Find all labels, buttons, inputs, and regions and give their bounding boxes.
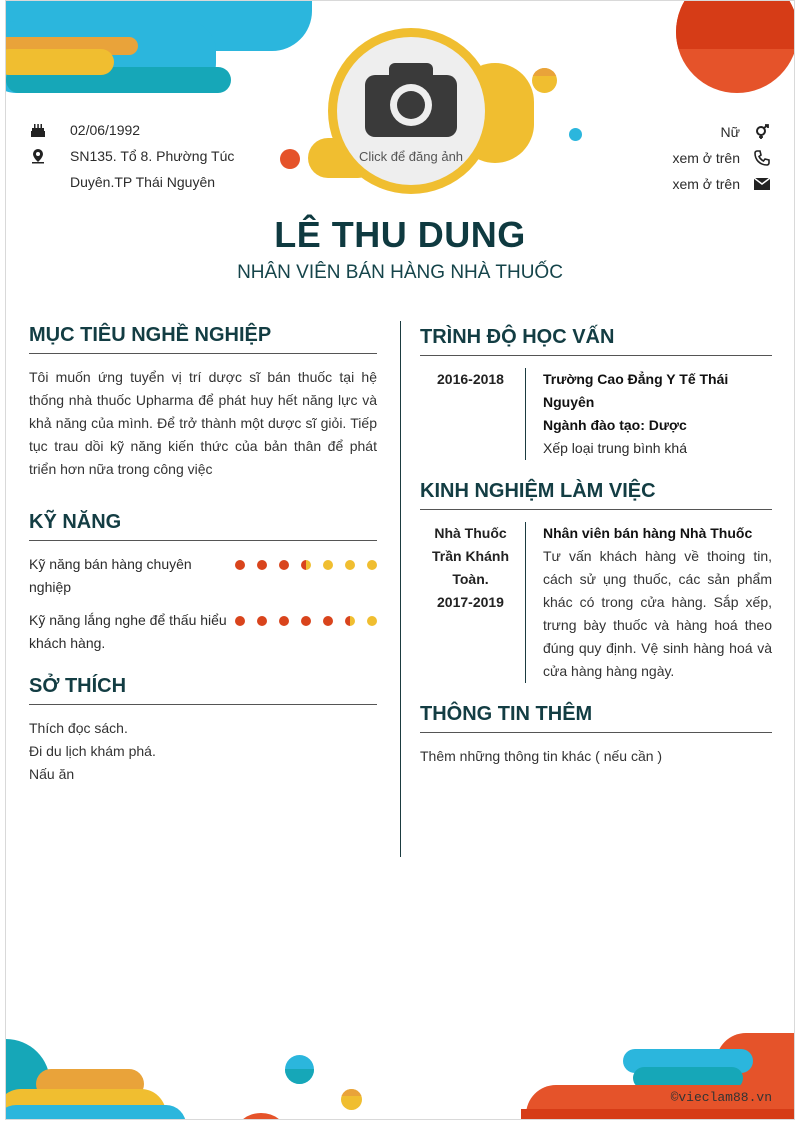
- skill-dot: [367, 616, 377, 626]
- address-line-1: SN135. Tổ 8. Phường Túc: [70, 148, 235, 164]
- birthday-row: [30, 119, 270, 141]
- phone-row: [550, 145, 770, 171]
- experience-entry: [420, 522, 772, 683]
- education-entry: [420, 368, 772, 460]
- right-column: [420, 326, 772, 768]
- extra-info-text: Thêm những thông tin khác ( nếu cần ): [420, 748, 663, 764]
- skill-dot: [323, 616, 333, 626]
- extra-info-title: THÔNG TIN THÊM: [420, 703, 772, 733]
- skill-dot: [235, 560, 245, 570]
- cake-icon: [30, 119, 70, 141]
- email-row: [550, 171, 770, 197]
- camera-icon: [365, 59, 457, 139]
- skill-dot: [235, 616, 245, 626]
- email-value: xem ở trên: [672, 176, 740, 192]
- footer-brand: ©vieclam88.vn: [670, 1090, 772, 1105]
- skill-dot: [257, 616, 267, 626]
- skill-dot: [279, 616, 289, 626]
- phone-icon: [740, 150, 770, 166]
- objective-title: MỤC TIÊU NGHỀ NGHIỆP: [29, 324, 377, 354]
- education-grade: Xếp loại trung bình khá: [543, 440, 687, 456]
- skill-item: [29, 553, 377, 599]
- skill-dot: [345, 616, 355, 626]
- experience-position: Nhân viên bán hàng Nhà Thuốc: [543, 525, 753, 541]
- decor-dot-blue-bottom: [285, 1055, 314, 1084]
- education-school: Trường Cao Đẳng Y Tế Thái Nguyên: [543, 371, 729, 410]
- skill-dot: [323, 560, 333, 570]
- gender-icon: [740, 124, 770, 140]
- skill-dot: [301, 560, 311, 570]
- avatar-upload[interactable]: [337, 37, 485, 185]
- skill-dot: [279, 560, 289, 570]
- decor-bottom-right: [521, 1031, 795, 1120]
- left-column: [29, 324, 377, 786]
- skill-rating: [235, 553, 377, 570]
- candidate-name: LÊ THU DUNG: [274, 214, 526, 255]
- skill-label: Kỹ năng lắng nghe để thấu hiểu khách hàng.: [29, 612, 227, 651]
- gender-value: Nữ: [720, 124, 740, 140]
- hobby-item: Nấu ăn: [29, 766, 75, 782]
- education-title: TRÌNH ĐỘ HỌC VẤN: [420, 326, 772, 356]
- address-line-2: Duyên.TP Thái Nguyên: [70, 174, 216, 190]
- hobby-item: Thích đọc sách.: [29, 720, 128, 736]
- education-major: Ngành đào tạo: Dược: [543, 417, 687, 433]
- skill-item: [29, 609, 377, 655]
- skill-dot: [257, 560, 267, 570]
- experience-company: Trần Khánh: [431, 548, 509, 564]
- contact-info-left: [30, 119, 270, 197]
- skill-rating: [235, 609, 377, 626]
- skill-label: Kỹ năng bán hàng chuyên nghiệp: [29, 556, 192, 595]
- address-row: [30, 145, 270, 193]
- experience-company: Toàn.: [452, 571, 489, 587]
- decor-dot-yellow-bottom: [341, 1089, 362, 1110]
- decor-top-left: [6, 1, 316, 101]
- experience-description: Tư vấn khách hàng về thoing tin, cách sử ụng thuốc, các sản phẩm khác có trong cửa hàng. Sắp xếp, trưng bày thuốc và hàng hoá theo đúng quy định. Vệ sinh hàng hoá và cửa hàng hàng ngày.: [543, 548, 772, 679]
- decor-dot-orange: [280, 149, 300, 169]
- birthday-value: 02/06/1992: [70, 122, 141, 138]
- skill-dot: [367, 560, 377, 570]
- decor-top-right: [676, 0, 795, 95]
- skill-dot: [345, 560, 355, 570]
- phone-value: xem ở trên: [672, 150, 740, 166]
- decor-dot-yellow: [532, 68, 557, 93]
- education-period: 2016-2018: [437, 371, 504, 387]
- location-icon: [30, 145, 70, 167]
- avatar-frame: [328, 28, 494, 194]
- mail-icon: [740, 178, 770, 190]
- hobby-item: Đi du lịch khám phá.: [29, 743, 156, 759]
- avatar-caption: Click để đăng ảnh: [358, 149, 464, 164]
- hobbies-title: SỞ THÍCH: [29, 675, 377, 705]
- contact-info-right: [550, 119, 770, 197]
- skills-title: KỸ NĂNG: [29, 511, 377, 541]
- experience-period: 2017-2019: [437, 594, 504, 610]
- column-divider: [400, 321, 401, 857]
- skill-dot: [301, 616, 311, 626]
- decor-bottom-left: [6, 1031, 286, 1120]
- job-title: NHÂN VIÊN BÁN HÀNG NHÀ THUỐC: [237, 262, 563, 283]
- experience-company: Nhà Thuốc: [434, 525, 507, 541]
- objective-text: Tôi muốn ứng tuyển vị trí dược sĩ bán thuốc tại hệ thống nhà thuốc Upharma để phát huy hết năng lực và khả năng của mình. Để trở thành một dược sĩ giỏi. Tiếp tục trau dồi kỹ năng kiến thức của bản thân để phát triển hơn nữa trong công việc: [29, 369, 377, 477]
- gender-row: [550, 119, 770, 145]
- experience-title: KINH NGHIỆM LÀM VIỆC: [420, 480, 772, 510]
- cv-page: [5, 0, 795, 1120]
